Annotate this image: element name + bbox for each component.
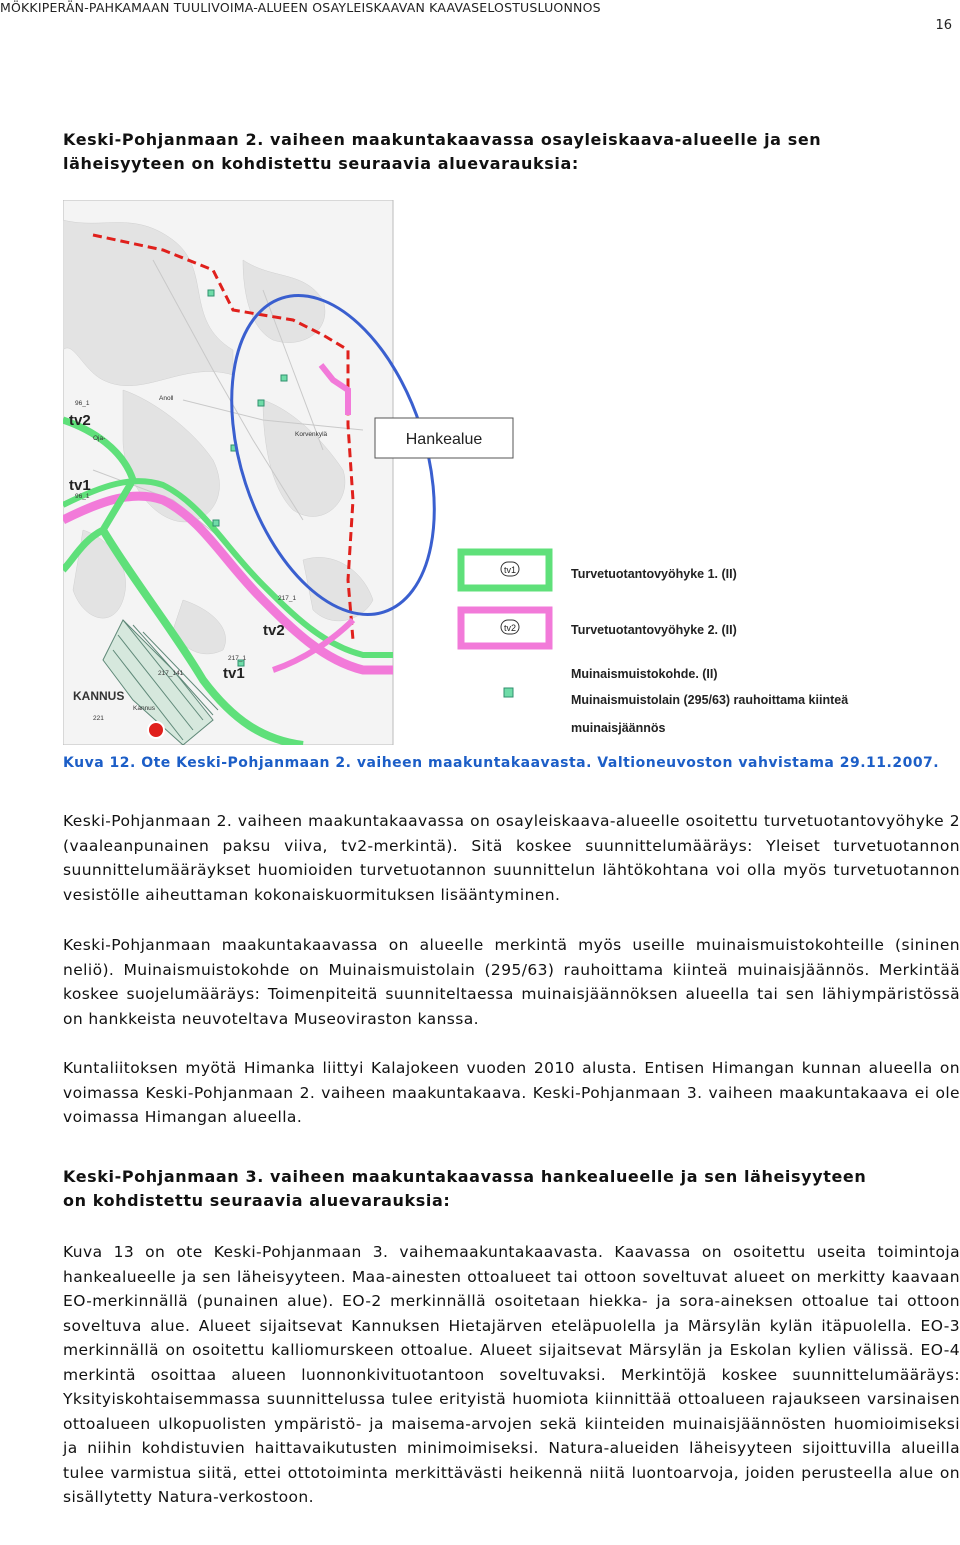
running-header: MÖKKIPERÄN-PAHKAMAAN TUULIVOIMA-ALUEEN OSAYLEISKAAVAN KAAVASELOSTUSLUONNOS <box>0 0 601 15</box>
map-label-tv1-lower: tv1 <box>223 665 245 682</box>
page-number: 16 <box>935 18 952 33</box>
map-code-217-1-a: 217_1 <box>278 595 297 602</box>
section-heading-phase3: Keski-Pohjanmaan 3. vaiheen maakuntakaavassa hankealueelle ja sen läheisyyteen on kohdistettu seuraavia aluevarauksia: <box>63 1167 867 1210</box>
map-figure <box>63 200 960 745</box>
map-village-ojala: Oja- <box>93 435 106 442</box>
legend-heritage-line1: Muinaismuistolain (295/63) rauhoittama kiinteä <box>571 693 849 707</box>
map-code-96-1-b: 96_1 <box>75 493 90 500</box>
legend-heritage-title: Muinaismuistokohde. (II) <box>571 667 718 681</box>
map-village-korvenkyla: Korvenkylä <box>295 431 328 438</box>
legend-tv2 <box>461 610 737 646</box>
map-code-96-1-a: 96_1 <box>75 400 90 407</box>
legend-tv2-label: Turvetuotantovyöhyke 2. (II) <box>571 623 737 637</box>
map-label-tv1-left: tv1 <box>69 477 91 494</box>
section-heading-phase2: Keski-Pohjanmaan 2. vaiheen maakuntakaavassa osayleiskaava-alueelle ja sen läheisyyteen on kohdistettu seuraavia aluevarauksia: <box>63 130 822 173</box>
paragraph-heritage: Keski-Pohjanmaan maakuntakaavassa on alueelle merkintä myös useille muinaismuistokohteille (sininen neliö). Muinaismuistokohde on Muinaismuistolain (295/63) rauhoittama kiinteä muinaisjäännös. Merkintää koskee suojelumääräys: Toimenpiteitä suunniteltaessa muinaisjäännöksen alueella tai sen lähiympäristössä on hankkeista neuvoteltava Museoviraston kanssa. <box>63 936 960 1028</box>
figure-caption: Kuva 12. Ote Keski-Pohjanmaan 2. vaiheen maakuntakaavasta. Valtioneuvoston vahvistama 29.11.2007. <box>63 755 940 771</box>
map-code-221: 221 <box>93 715 104 722</box>
map-label-tv2-lower: tv2 <box>263 622 285 639</box>
map-label-tv2-upper: tv2 <box>69 412 91 429</box>
red-target-marker <box>148 722 164 738</box>
legend-tv1-badge: tv1 <box>503 565 517 575</box>
legend-tv1 <box>461 552 737 588</box>
legend-tv1-label: Turvetuotantovyöhyke 1. (II) <box>571 567 737 581</box>
map-village-kannus: Kannus <box>133 705 156 712</box>
paragraph-peat-zone: Keski-Pohjanmaan 2. vaiheen maakuntakaavassa on osayleiskaava-alueelle osoitettu turvetuotantovyöhyke 2 (vaaleanpunainen paksu viiva, tv2-merkintä). Sitä koskee suunnittelumääräys: Yleiset turvetuotannon suunnittelumääräykset huomioiden turvetuotannon suunnittelun lähtökohtana voi olla myös turvetuotannon vesistölle aiheuttaman kokonaiskuormituksen lisääntyminen. <box>63 812 960 904</box>
hankealue-label: Hankealue <box>405 431 483 448</box>
map-village-anoll: Anoll <box>159 395 174 402</box>
paragraph-municipality: Kuntaliitoksen myötä Himanka liittyi Kalajokeen vuoden 2010 alusta. Entisen Himangan kunnan alueella on voimassa Keski-Pohjanmaan 2. vaiheen maakuntakaava. Keski-Pohjanmaan 3. vaiheen maakuntakaava ei ole voimassa Himangan alueella. <box>63 1059 960 1126</box>
map-label-town: KANNUS <box>73 689 125 703</box>
paragraph-phase3: Kuva 13 on ote Keski-Pohjanmaan 3. vaihemaakuntakaavasta. Kaavassa on osoitettu useita toimintoja hankealueelle ja sen läheisyyteen. Maa-ainesten ottoalueet tai ottoon soveltuvat alueet on merkitty kaavaan EO-merkinnällä (punainen alue). EO-2 merkinnällä osoitetaan hiekka- ja sora-aineksen ottoalue tai ottoon soveltuva alue. Alueet sijaitsevat Kannuksen Hietajärven eteläpuolella ja Märsylän kylän itäpuolella. EO-3 merkinnällä on osoitettu kalliomurskeen ottoalue. Alueet sijaitsevat Märsylän ja Eskolan kylien välissä. EO-4 merkintä osoittaa alueen luonnonkivituotantoon soveltuvaksi. Merkintöjä koskee suunnittelumääräys: Yksityiskohtaisemmassa suunnittelussa tulee erityistä huomiota kiinnittää ottoalueen rajaukseen varsinaisen ottoalueen ulkopuolisten ympäristö- ja maisema-arvojen sekä kiinteiden muinaisjäännösten huomioimiseksi ja niihin kohdistuvien haittavaikutusten minimoimiseksi. Natura-alueiden läheisyyteen sijoittuvilla alueilla tulee varmistua siitä, ettei ottotoiminta merkittävästi heikennä niitä luontoarvoja, joiden perusteella alue on sisällytetty Natura-verkostoon. <box>63 1243 960 1506</box>
legend-tv2-badge: tv2 <box>503 623 517 633</box>
map-code-217-1-b: 217_1 <box>228 655 247 662</box>
map-code-217-141: 217_141 <box>158 670 184 677</box>
legend-heritage <box>504 667 848 735</box>
legend-heritage-line2: muinaisjäännös <box>571 721 666 735</box>
